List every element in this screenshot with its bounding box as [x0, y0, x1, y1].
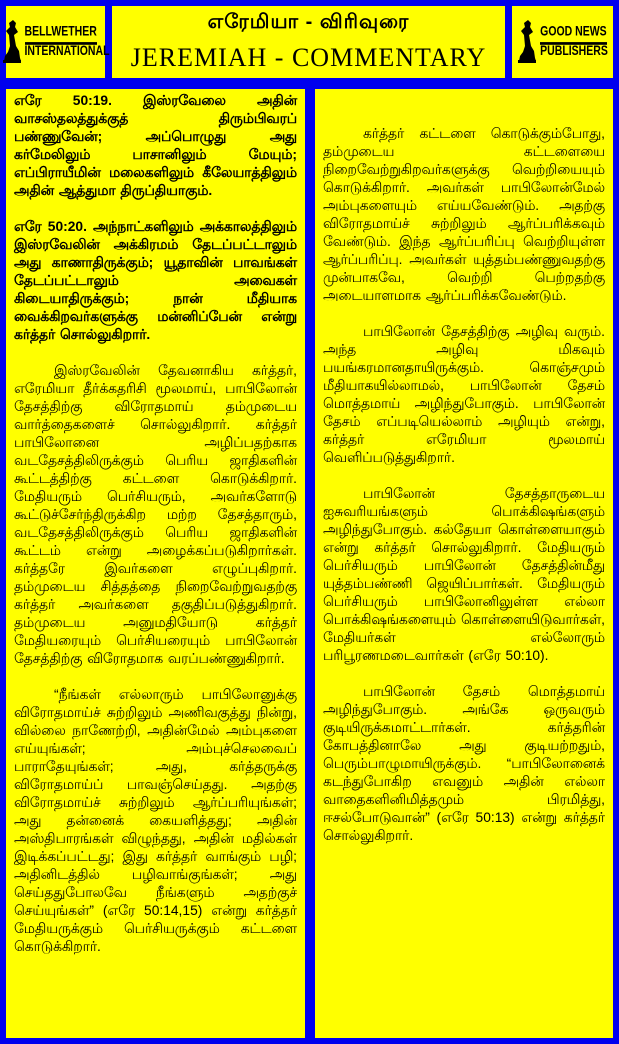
good-news-logo-text	[540, 23, 608, 59]
commentary-paragraph: பாபிலோன் தேசம் மொத்தமாய் அழிந்துபோகும். அங்கே ஒருவரும் குடியிருக்கமாட்டார்கள். கர்த்தரின் கோபத்தினாலே அது குடியற்றதும், பெரும்பாழுமாயிருக்கும். “பாபிலோனைக் கடந்துபோகிற எவனும் அதின் எல்லா வாதைகளினிமித்தமும் பிரமித்து, ஈசல்போடுவான்” (எரே 50:13) என்று கர்த்தர் சொல்லுகிறார்.	[323, 684, 605, 843]
commentary-paragraph: பாபிலோன் தேசத்தாருடைய ஐசுவரியங்களும் பொக்கிஷங்களும் அழிந்துபோகும். கல்தேயா கொள்ளையாகும் என்று கர்த்தர் சொல்லுகிறார். மேதியரும் பெர்சியரும் பாபிலோன் தேசத்தின்மீது யுத்தம்பண்ணி ஜெயிப்பார்கள். மேதியரும் பெர்சியரும் பாபிலோனிலுள்ள எல்லா பொக்கிஷங்களையும் கொள்ளையிடுவார்கள், மேதியர்கள் எல்லோரும் பரிபூரணமடைவார்கள் (எரே 50:10).	[323, 486, 605, 663]
left-column	[6, 89, 305, 1038]
english-title: JEREMIAH - COMMENTARY	[130, 43, 487, 72]
good-news-logo	[512, 6, 613, 78]
tamil-title: எரேமியா - விரிவுரை	[207, 11, 410, 33]
commentary-paragraph: கர்த்தர் கட்டளை கொடுக்கும்போது, தம்முடைய கட்டளையை நிறைவேற்றுகிறவர்களுக்கு வெற்றியையும் கொடுக்கிறார். அவர்கள் பாபிலோன்மேல் அம்புகளையும் எய்யவேண்டும். அதற்கு விரோதமாய்ச் சுற்றிலும் ஆர்ப்பரிக்கவும் வேண்டும். இந்த ஆர்ப்பரிப்பு வெற்றியுள்ள ஆர்ப்பரிப்பு. அவர்கள் யுத்தம்பண்ணுவதற்கு முன்பாகவே, வெற்றி பெற்றதற்கு அடையாளமாக ஆர்ப்பரிக்கவேண்டும்.	[323, 126, 605, 303]
right-column	[315, 89, 613, 1038]
logo-line-2: PUBLISHERS	[540, 42, 608, 59]
commentary-paragraph: இஸ்ரவேலின் தேவனாகிய கர்த்தர், எரேமியா தீர்க்கதரிசி மூலமாய், பாபிலோன் தேசத்திற்கு விரோதமாய் தம்முடைய வார்த்தைகளைச் சொல்லுகிறார். கர்த்தர் பாபிலோனை அழிப்பதற்காக வடதேசத்திலிருக்கும் பெரிய ஜாதிகளின் கூட்டத்திற்கு கட்டளை கொடுக்கிறார். மேதியரும் பெர்சியரும், அவர்களோடு கூட்டுச்சேர்ந்திருக்கிற மற்ற தேசத்தாரும், வடதேசத்திலிருக்கும் பெரிய ஜாதிகளின் கூட்டம் என்று அழைக்கப்படுகிறார்கள். கர்த்தரே இவர்களை எழுப்புகிறார். தம்முடைய சித்தத்தை நிறைவேற்றுவதற்கு கர்த்தர் அவர்களை தகுதிப்படுத்துகிறார். தம்முடைய அனுமதியோடு கர்த்தர் மேதியரையும் பெர்சியரையும் பாபிலோன் தேசத்திற்கு விரோதமாக வரப்பண்ணுகிறார்.	[14, 363, 297, 666]
logo-line-1: GOOD NEWS	[540, 23, 607, 45]
logo-line-2: INTERNATIONAL	[24, 42, 110, 59]
title-box	[112, 6, 505, 78]
verse-paragraph: எரே 50:20. அந்நாட்களிலும் அக்காலத்திலும் இஸ்ரவேலின் அக்கிரமம் தேடப்பட்டாலும் அது காணாதிருக்கும்; யூதாவின் பாவங்கள் தேடப்பட்டாலும் அவைகள் கிடையாதிருக்கும்; நான் மீதியாக வைக்கிறவர்களுக்கு மன்னிப்பேன் என்று கர்த்தர் சொல்லுகிறார்.	[14, 219, 297, 342]
commentary-paragraph: “நீங்கள் எல்லாரும் பாபிலோனுக்கு விரோதமாய்ச் சுற்றிலும் அணிவகுத்து நின்று, வில்லை நாணேற்றி, அதின்மேல் அம்புகளை எய்யுங்கள்; அம்புச்செலவைப் பாராதேயுங்கள்; அது, கர்த்தருக்கு விரோதமாய்ப் பாவஞ்செய்தது. அதற்கு விரோதமாய்ச் சுற்றிலும் ஆர்ப்பரியுங்கள்; அது தன்னைக் கையளித்தது; அதின் அஸ்திபாரங்கள் விழுந்தது, அதின் மதில்கள் இடிக்கப்பட்டது; இது கர்த்தர் வாங்கும் பழி; அதினிடத்தில் பழிவாங்குங்கள்; அது செய்ததுபோலவே நீங்களும் அதற்குச் செய்யுங்கள்” (எரே 50:14,15) என்று கர்த்தர் மேதியருக்கும் பெர்சியருக்கும் கட்டளை கொடுக்கிறார்.	[14, 687, 297, 954]
bellwether-logo	[6, 6, 110, 78]
good-news-figure-icon	[517, 19, 537, 65]
page-header	[6, 6, 613, 78]
bellwether-figure-icon	[2, 19, 22, 65]
commentary-paragraph: பாபிலோன் தேசத்திற்கு அழிவு வரும். அந்த அழிவு மிகவும் பயங்கரமானதாயிருக்கும். கொஞ்சமும் மீதியாகயில்லாமல், பாபிலோன் தேசம் மொத்தமாய் அழிந்துபோகும். பாபிலோன் தேசம் எப்படியெல்லாம் அழியும் என்று, கர்த்தர் எரேமியா மூலமாய் வெளிப்படுத்துகிறார்.	[323, 324, 605, 465]
logo-line-1: BELLWETHER	[25, 23, 97, 45]
verse-paragraph: எரே 50:19. இஸ்ரவேலை அதின் வாசஸ்தலத்துக்குத் திரும்பிவரப் பண்ணுவேன்; அப்பொழுது அது கர்மேலிலும் பாசானிலும் மேயும்; எப்பிராயீமின் மலைகளிலும் கீலேயாத்திலும் அதின் ஆத்துமா திருப்தியாகும்.	[14, 93, 297, 198]
body-columns	[6, 89, 613, 1038]
bellwether-logo-text	[24, 23, 110, 59]
